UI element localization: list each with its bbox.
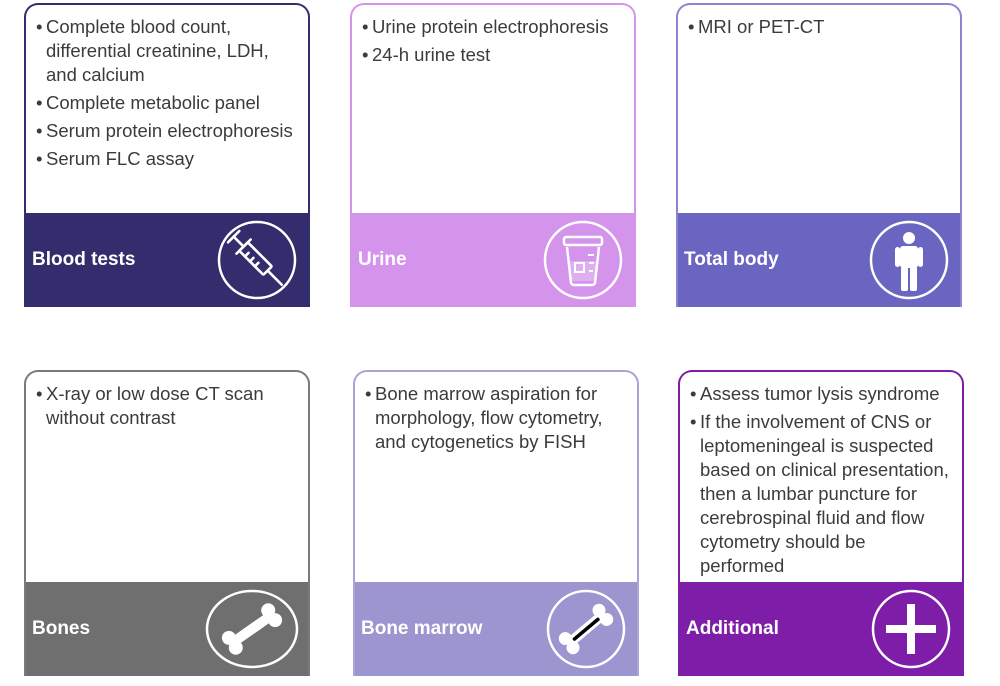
card-footer — [680, 582, 962, 676]
list-item: • Serum FLC assay — [36, 147, 300, 171]
card-blood-tests — [24, 3, 310, 307]
item-list — [365, 382, 629, 454]
card-additional — [678, 370, 964, 676]
card-footer — [678, 213, 960, 307]
card-body — [26, 372, 308, 434]
card-title: Urine — [358, 249, 407, 270]
item-list — [362, 15, 626, 67]
card-body — [26, 5, 308, 175]
list-item: • Bone marrow aspiration for morphology, flow cytometry, and cytogenetics by FISH — [365, 382, 629, 454]
card-title: Blood tests — [32, 249, 136, 270]
card-body — [352, 5, 634, 71]
urine-cup-icon — [542, 219, 624, 301]
plus-icon — [870, 588, 952, 670]
list-item: • If the involvement of CNS or leptomeningeal is suspected based on clinical presentation, then a lumbar puncture for cerebrospinal fluid and flow cytometry should be performed — [690, 410, 954, 578]
card-footer — [26, 582, 308, 676]
card-title: Bone marrow — [361, 618, 483, 639]
bone-icon — [204, 588, 300, 670]
item-list — [688, 15, 952, 39]
card-title: Total body — [684, 249, 779, 270]
card-body — [678, 5, 960, 43]
list-item: • Complete metabolic panel — [36, 91, 300, 115]
card-bones — [24, 370, 310, 676]
item-list — [36, 15, 300, 171]
item-list — [36, 382, 300, 430]
card-title: Bones — [32, 618, 91, 639]
card-urine — [350, 3, 636, 307]
card-footer — [352, 213, 634, 307]
card-title: Additional — [686, 618, 779, 639]
list-item: • MRI or PET-CT — [688, 15, 952, 39]
bone-marrow-icon — [545, 588, 627, 670]
list-item: • X-ray or low dose CT scan without contrast — [36, 382, 300, 430]
list-item: • Complete blood count, differential creatinine, LDH, and calcium — [36, 15, 300, 87]
card-bone-marrow — [353, 370, 639, 676]
card-body — [355, 372, 637, 458]
card-footer — [355, 582, 637, 676]
card-footer — [26, 213, 308, 307]
card-total-body — [676, 3, 962, 307]
list-item: • 24-h urine test — [362, 43, 626, 67]
person-icon — [868, 219, 950, 301]
list-item: • Assess tumor lysis syndrome — [690, 382, 954, 406]
syringe-icon — [216, 219, 298, 301]
item-list — [690, 382, 954, 578]
list-item: • Urine protein electrophoresis — [362, 15, 626, 39]
card-body — [680, 372, 962, 582]
list-item: • Serum protein electrophoresis — [36, 119, 300, 143]
